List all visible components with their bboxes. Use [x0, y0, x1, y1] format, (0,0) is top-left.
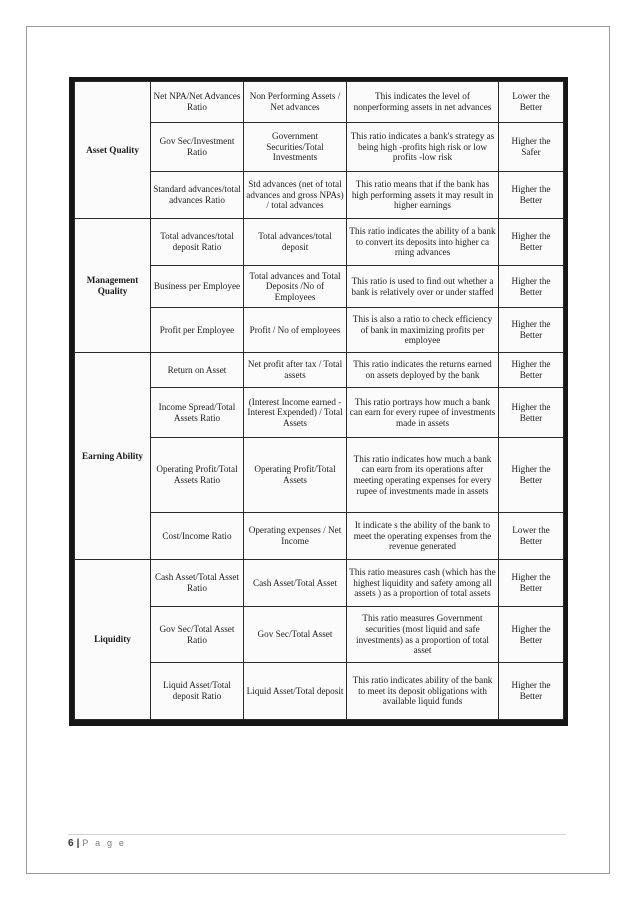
table-row [75, 82, 564, 123]
interpretation-cell: Lower the Better [499, 513, 564, 560]
metric-cell: Standard advances/total advances Ratio [151, 172, 244, 219]
interpretation-cell: Higher the Better [499, 607, 564, 663]
category-cell: Liquidity [75, 560, 151, 720]
formula-cell: Operating Profit/Total Assets [244, 438, 347, 513]
metric-cell: Return on Asset [151, 353, 244, 388]
interpretation-cell: Higher the Better [499, 172, 564, 219]
footer-divider [68, 834, 566, 835]
description-cell: This ratio indicates the ability of a bank to convert its deposits into higher ca rning advances [347, 219, 499, 266]
footer-separator: | [76, 838, 80, 849]
table-row [75, 560, 564, 607]
interpretation-cell: Higher the Better [499, 266, 564, 308]
description-cell: This ratio indicates a bank's strategy as being high -profits high risk or low profits -low risk [347, 123, 499, 172]
description-cell: This indicates the level of nonperforming assets in net advances [347, 82, 499, 123]
description-cell: This ratio means that if the bank has high performing assets it may result in higher earnings [347, 172, 499, 219]
description-cell: This ratio is used to find out whether a bank is relatively over or under staffed [347, 266, 499, 308]
metric-cell: Cost/Income Ratio [151, 513, 244, 560]
category-cell: Earning Ability [75, 353, 151, 560]
formula-cell: Gov Sec/Total Asset [244, 607, 347, 663]
formula-cell: Profit / No of employees [244, 308, 347, 353]
interpretation-cell: Lower the Better [499, 82, 564, 123]
metric-cell: Income Spread/Total Assets Ratio [151, 388, 244, 438]
interpretation-cell: Higher the Better [499, 388, 564, 438]
description-cell: This ratio indicates how much a bank can earn from its operations after meeting operating expenses for every rupee of investments made in assets [347, 438, 499, 513]
formula-cell: Government Securities/Total Investments [244, 123, 347, 172]
interpretation-cell: Higher the Better [499, 438, 564, 513]
description-cell: This ratio portrays how much a bank can earn for every rupee of investments made in assets [347, 388, 499, 438]
interpretation-cell: Higher the Better [499, 308, 564, 353]
interpretation-cell: Higher the Better [499, 353, 564, 388]
metric-cell: Business per Employee [151, 266, 244, 308]
metric-cell: Operating Profit/Total Assets Ratio [151, 438, 244, 513]
metric-cell: Gov Sec/Total Asset Ratio [151, 607, 244, 663]
formula-cell: Operating expenses / Net Income [244, 513, 347, 560]
formula-cell: Total advances and Total Deposits /No of Employees [244, 266, 347, 308]
interpretation-cell: Higher the Safer [499, 123, 564, 172]
description-cell: This ratio indicates ability of the bank to meet its deposit obligations with available liquid funds [347, 663, 499, 720]
description-cell: This ratio measures Government securities (most liquid and safe investments) as a proportion of total asset [347, 607, 499, 663]
description-cell: It indicate s the ability of the bank to meet the operating expenses from the revenue generated [347, 513, 499, 560]
description-cell: This ratio indicates the returns earned on assets deployed by the bank [347, 353, 499, 388]
category-cell: Management Quality [75, 219, 151, 353]
formula-cell: (Interest Income earned - Interest Expended) / Total Assets [244, 388, 347, 438]
page-number: 6 [68, 838, 74, 849]
formula-cell: Non Performing Assets / Net advances [244, 82, 347, 123]
formula-cell: Net profit after tax / Total assets [244, 353, 347, 388]
description-cell: This is also a ratio to check efficiency of bank in maximizing profits per employee [347, 308, 499, 353]
metric-cell: Total advances/total deposit Ratio [151, 219, 244, 266]
description-cell: This ratio measures cash (which has the highest liquidity and safety among all assets ) as a proportion of total assets [347, 560, 499, 607]
formula-cell: Cash Asset/Total Asset [244, 560, 347, 607]
metric-cell: Liquid Asset/Total deposit Ratio [151, 663, 244, 720]
ratio-table [74, 81, 564, 720]
interpretation-cell: Higher the Better [499, 219, 564, 266]
formula-cell: Liquid Asset/Total deposit [244, 663, 347, 720]
interpretation-cell: Higher the Better [499, 560, 564, 607]
category-cell: Asset Quality [75, 82, 151, 219]
interpretation-cell: Higher the Better [499, 663, 564, 720]
page-label: P a g e [82, 838, 127, 848]
formula-cell: Std advances (net of total advances and gross NPAs) / total advances [244, 172, 347, 219]
ratio-table-image [69, 77, 568, 726]
metric-cell: Gov Sec/Investment Ratio [151, 123, 244, 172]
metric-cell: Net NPA/Net Advances Ratio [151, 82, 244, 123]
page-footer [68, 838, 126, 849]
formula-cell: Total advances/total deposit [244, 219, 347, 266]
table-row [75, 219, 564, 266]
metric-cell: Cash Asset/Total Asset Ratio [151, 560, 244, 607]
table-row [75, 353, 564, 388]
metric-cell: Profit per Employee [151, 308, 244, 353]
